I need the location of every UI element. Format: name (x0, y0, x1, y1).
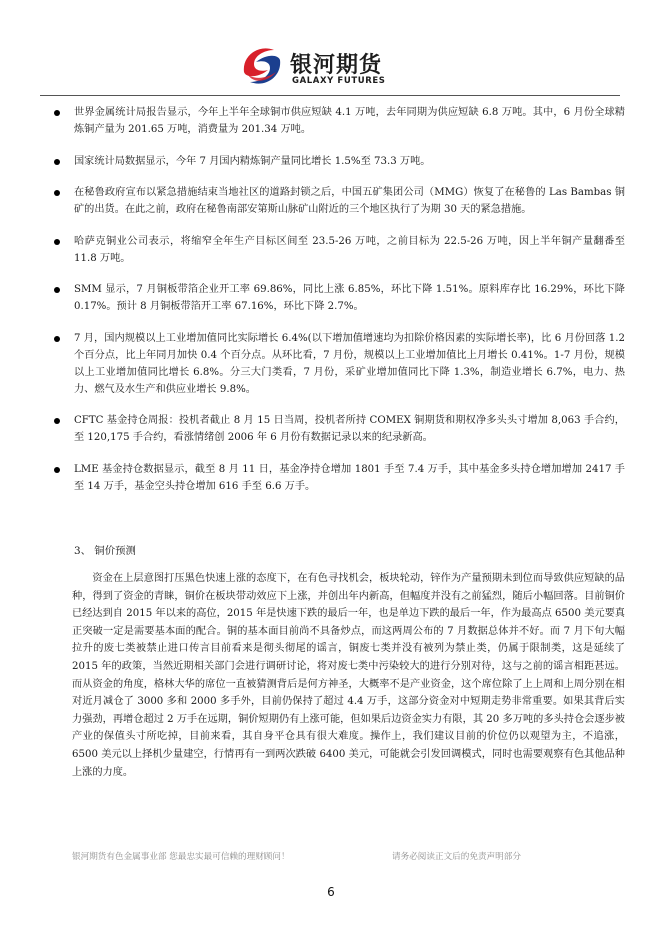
bullet-text: 在秘鲁政府宣布以紧急措施结束当地社区的道路封锁之后，中国五矿集团公司（MMG）恢复了在秘鲁的 Las Bambas 铜矿的出货。在此之前，政府在秘鲁南部安第斯山脉矿山附近的三个地区执行了为期 30 天的紧急措施。 (74, 187, 625, 215)
bullet-dot-icon (54, 159, 60, 165)
bullet-text: 7 月，国内规模以上工业增加值同比实际增长 6.4%(以下增加值增速均为扣除价格因素的实际增长率)，比 6 月份回落 1.2 个百分点，比上年同月加快 0.4 个百分点。从环比看，7 月份，规模以上工业增加值比上月增长 0.41%。1-7 月份，规模以上工业增加值同比增长 6.8%。分三大门类看，7 月份，采矿业增加值同比下降 1.3%，制造业增长 6.7%，电力、热力、燃气及水生产和供应业增长 9.8%。 (74, 332, 625, 395)
bullet-dot-icon (54, 110, 60, 116)
bullet-text: 哈萨克铜业公司表示，将缩窄全年生产目标区间至 23.5-26 万吨，之前目标为 22.5-26 万吨，因上半年铜产量翻番至 11.8 万吨。 (74, 235, 625, 264)
page-number: 6 (327, 885, 335, 899)
footer-slogan: 银河期货有色金属事业部 您最忠实最可信赖的理财顾问！ (72, 852, 290, 862)
price-forecast-paragraph: 资金在上层意图打压黑色快速上涨的态度下，在有色寻找机会，板块轮动，锌作为产量预期未到位而导致供应短缺的品种，得到了资金的青睐，铜价在板块带动效应下上涨，并创出年内新高，但幅度并没有之前猛烈，随后小幅回落。目前铜价已经达到自 2015 年以来的高位，2015 年是快速下跌的最后一年，也是单边下跌的最后一年，作为最高点 6500 美元要真正突破一定是需要基本面的配合。铜的基本面目前尚不具备炒点，而这两周公布的 7 月数据总体并不好。而 7 月下旬大幅拉升的废七类被禁止进口传言目前看来是彻头彻尾的谣言，铜废七类并没有被列为禁止类，仍属于限制类，这是延续了 2015 年的政策，当然近期相关部门会进行调研讨论，将对废七类中污染较大的进行分别对待，这与之前的谣言相距甚远。而从资金的角度，格林大华的席位一直被猜测背后是何方神圣，大概率不是产业资金，这个席位除了上上周和上周分别在相对近月减仓了 3000 多和 2000 多手外，目前仍保持了超过 4.4 万手，这部分资金对中短期走势非常重要。如果其背后实力强劲，再增仓超过 2 万手在远期，铜价短期仍有上涨可能，但如果后边资金实力有限，其 20 多万吨的多头持仓会逐步被产业的保值头寸所吃掉，目前来看，其自身平仓具有很大难度。操作上，我们建议目前的价位仍以观望为主，不追涨，6500 美元以上择机少量建空，行情再有一到两次跌破 6400 美元，可能就会引发回调模式，同时也需要观察有色其他品种上涨的力度。 (72, 573, 625, 778)
page-header (0, 0, 662, 100)
bullet-dot-icon (54, 239, 60, 245)
bullet-item (40, 330, 625, 398)
company-logo (238, 42, 408, 90)
galaxy-logo-icon (238, 42, 286, 90)
logo-english-text: GALAXY FUTURES (292, 76, 386, 86)
bullet-text: LME 基金持仓数据显示，截至 8 月 11 日，基金净持仓增加 1801 手至 7.4 万手，其中基金多头持仓增加增加 2417 手至 14 万手，基金空头持仓增加 616 手至 6.6 万手。 (74, 463, 625, 492)
section-heading: 3、 铜价预测 (74, 545, 136, 557)
bullet-text: 世界金属统计局报告显示，今年上半年全球铜市供应短缺 4.1 万吨，去年同期为供应短缺 6.8 万吨。其中，6 月份全球精炼铜产量为 201.65 万吨，消费量为 201.34 万吨。 (74, 107, 625, 135)
bullet-text: CFTC 基金持仓周报：投机者截止 8 月 15 日当周，投机者所持 COMEX 铜期货和期权净多头头寸增加 8,063 手合约，至 120,175 手合约，看涨情绪创 2006 年 6 月份有数据记录以来的纪录新高。 (74, 415, 625, 443)
logo-chinese-text: 银河期货 (290, 53, 383, 78)
bullet-dot-icon (54, 287, 60, 293)
bullet-dot-icon (54, 190, 60, 196)
bullet-item (40, 281, 625, 315)
bullet-text: 国家统计局数据显示，今年 7 月国内精炼铜产量同比增长 1.5%至 73.3 万吨。 (74, 155, 431, 167)
bullet-dot-icon (54, 418, 60, 424)
bullet-dot-icon (54, 336, 60, 342)
header-divider (40, 95, 620, 96)
bullet-item (40, 412, 625, 446)
news-bullet-list (40, 104, 625, 509)
bullet-text: SMM 显示，7 月铜板带箔企业开工率 69.86%，同比上涨 6.85%，环比下降 1.51%。原料库存比 16.29%，环比下降 0.17%。预计 8 月铜板带箔开工率 67.16%，环比下降 2.7%。 (74, 284, 625, 312)
bullet-dot-icon (54, 467, 60, 473)
bullet-item (40, 461, 625, 495)
bullet-item (40, 233, 625, 267)
bullet-item (40, 104, 625, 138)
footer-disclaimer-note: 请务必阅读正文后的免责声明部分 (392, 852, 521, 862)
bullet-item (40, 153, 625, 170)
bullet-item (40, 184, 625, 218)
